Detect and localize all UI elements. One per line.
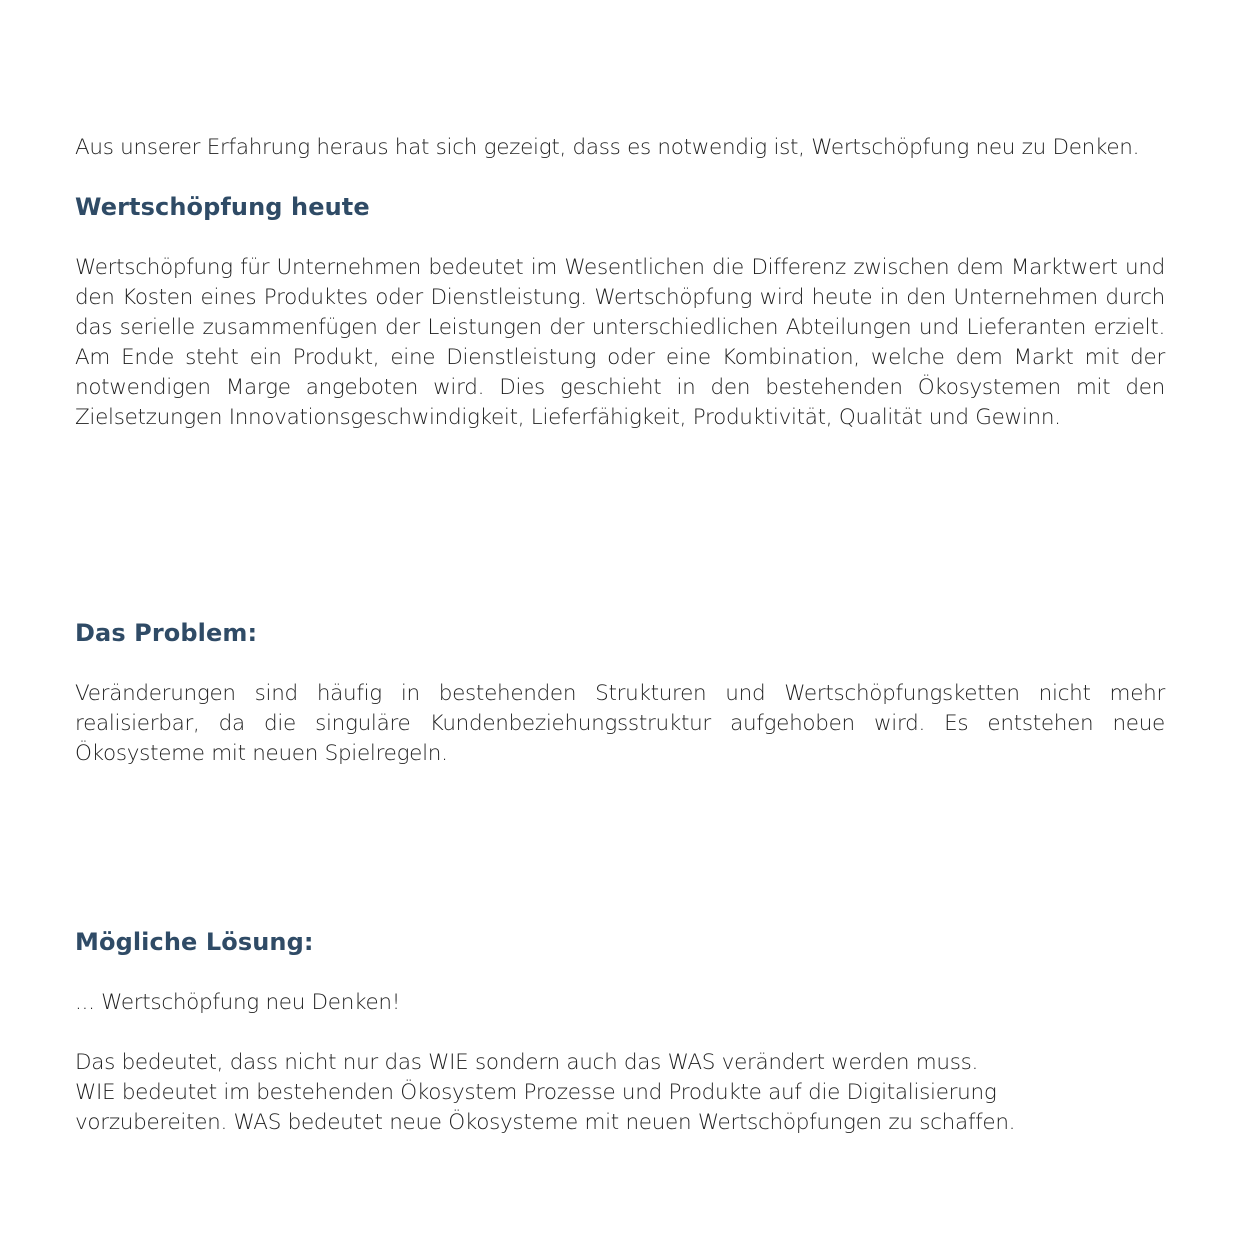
section-body-today: Wertschöpfung für Unternehmen bedeutet im Wesentlichen die Differenz zwischen dem Marktwert und den Kosten eines Produktes oder Dienstleistung. Wertschöpfung wird heute in den Unternehmen durch das serielle zusammenfügen der Leistungen der unterschiedlichen Abteilungen und Lieferanten erzielt. Am Ende steht ein Produkt, eine Dienstleistung oder eine Kombination, welche dem Markt mit der notwendigen Marge angeboten wird. Dies geschieht in den bestehenden Ökosystemen mit den Zielsetzungen Innovationsgeschwindigkeit, Lieferfähigkeit, Produktivität, Qualität und Gewinn. [75, 255, 1165, 430]
solution-line: WIE bedeutet im bestehenden Ökosystem Prozesse und Produkte auf die Digitalisierung [75, 1080, 997, 1105]
solution-line: vorzubereiten. WAS bedeutet neue Ökosysteme mit neuen Wertschöpfungen zu schaffen. [75, 1110, 1016, 1135]
solution-line: Das bedeutet, dass nicht nur das WIE sondern auch das WAS verändert werden muss. [75, 1050, 979, 1075]
solution-body [75, 1048, 1165, 1138]
intro-paragraph: Aus unserer Erfahrung heraus hat sich gezeigt, dass es notwendig ist, Wertschöpfung neu zu Denken. [75, 135, 1140, 160]
section-body-problem: Veränderungen sind häufig in bestehenden Strukturen und Wertschöpfungsketten nicht mehr realisierbar, da die singuläre Kundenbeziehungsstruktur aufgehoben wird. Es entstehen neue Ökosysteme mit neuen Spielregeln. [75, 681, 1165, 766]
solution-lead-line: ... Wertschöpfung neu Denken! [75, 990, 401, 1015]
section-heading-today: Wertschöpfung heute [75, 193, 370, 221]
section-heading-problem: Das Problem: [75, 619, 258, 647]
section-heading-solution: Mögliche Lösung: [75, 928, 314, 956]
